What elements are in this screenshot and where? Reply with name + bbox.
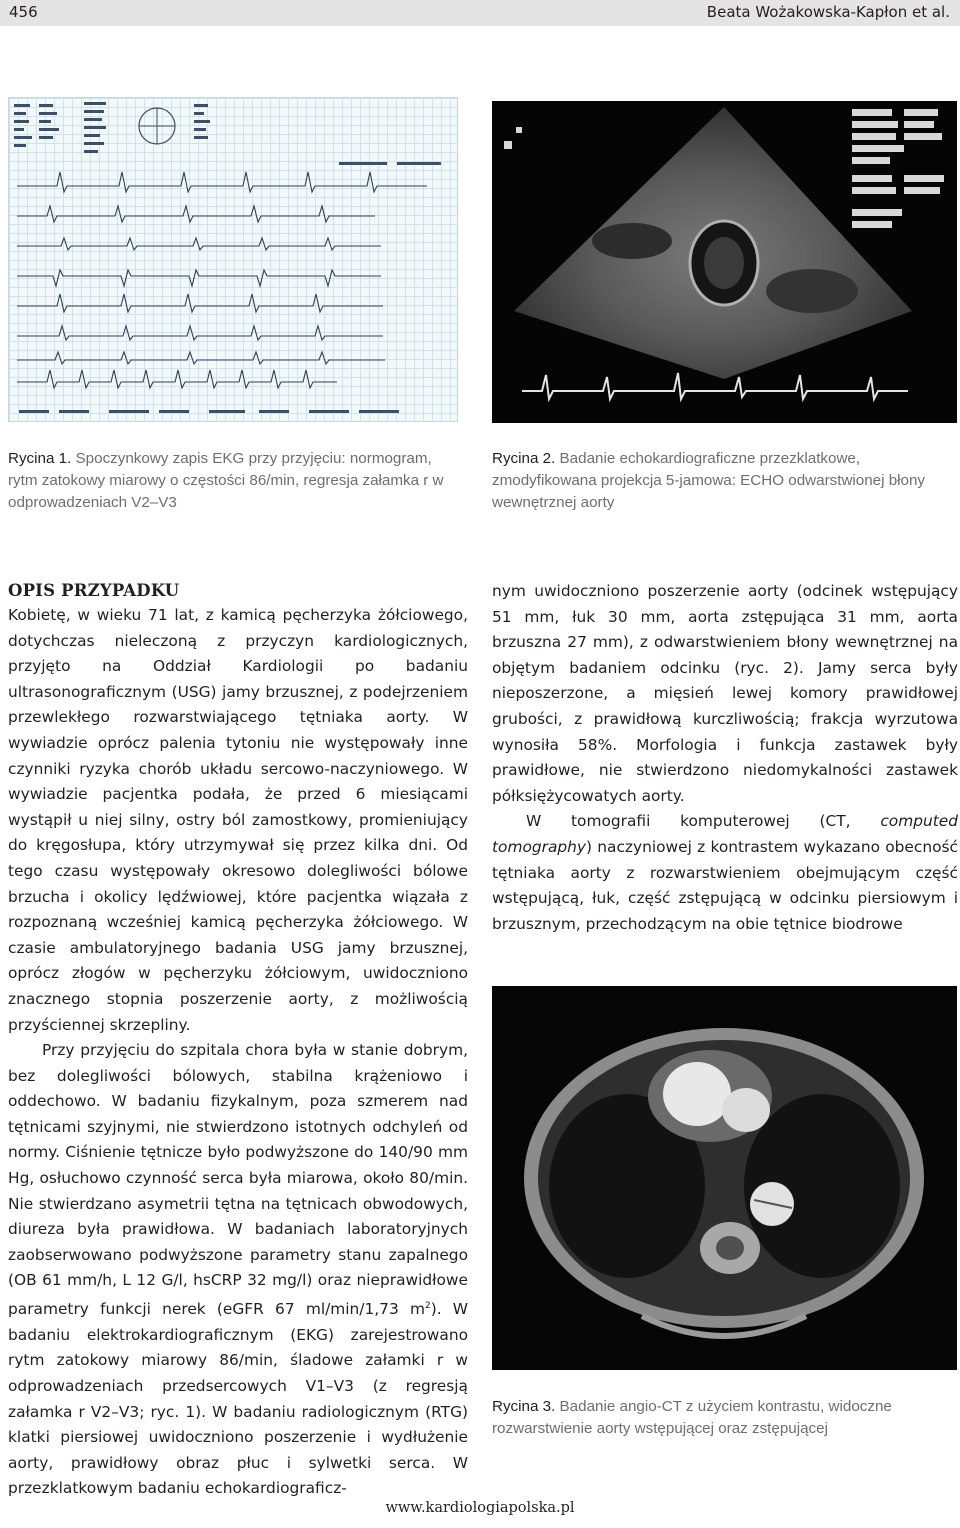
paragraph-text: W tomografii komputerowej (CT, bbox=[526, 812, 881, 831]
page-number: 456 bbox=[9, 3, 38, 21]
paragraph-text: ) naczyniowej z kontrastem wykazano obecność tętniaka aorty z rozwarstwieniem obejmującym część wstępującą, łuk, część zstępującą w odcinku piersiowym i brzusznym, przechodzącym na obie tętnice biodrowe bbox=[492, 837, 958, 933]
figure-2-label: Rycina 2. bbox=[492, 450, 556, 467]
italic-term: computed tomography bbox=[492, 812, 958, 856]
running-header bbox=[0, 0, 960, 26]
figure-1-label: Rycina 1. bbox=[8, 450, 72, 467]
footer-url: www.kardiologiapolska.pl bbox=[385, 1500, 575, 1516]
figure-3-label: Rycina 3. bbox=[492, 1398, 556, 1415]
paragraph: nym uwidoczniono poszerzenie aorty (odcinek wstępujący 51 mm, łuk 30 mm, aorta zstępująca 31 mm, aorta brzuszna 27 mm), z odwarstwieniem błony wewnętrznej na objętym badaniem odcinku (ryc. 2). Jamy serca były nieposzerzone, a mięsień lewej komory prawidłowej grubości, z prawidłową kurczliwością; frakcja wyrzutowa wynosiła 58%. Morfologia i funkcja zastawek były prawidłowe, nie stwierdzono niedomykalności zastawek półksiężycowatych aorty. bbox=[492, 582, 958, 805]
paragraph-text: ). W badaniu elektrokardiograficznym (EKG) zarejestrowano rytm zatokowy miarowy 86/min, śladowe załamki r w odprowadzeniach przedsercowych V1–V3 (z regresją załamka r V2–V3; ryc. 1). W badaniu radiologicznym (RTG) klatki piersiowej uwidoczniono poszerzenie i wydłużenie aorty, prawidłowy obraz płuc i sylwetki serca. W przezklatkowym badaniu echokardiograficz- bbox=[8, 1300, 468, 1498]
paragraph-text: Przy przyjęciu do szpitala chora była w stanie dobrym, bez dolegliwości bólowych, stabilna krążeniowo i oddechowo. W badaniu fizykalnym, poza szmerem nad tętnicami szyjnymi, nie stwierdzono istotnych odchyleń od normy. Ciśnienie tętnicze było podwyższone do 140/90 mm Hg, osłuchowo czynność serca była miarowa, około 80/min. Nie stwierdzano asymetrii tętna na tętnicach obwodowych, diureza była prawidłowa. W badaniach laboratoryjnych zaobserwowano podwyższone parametry stanu zapalnego (OB 61 mm/h, L 12 G/l, hsCRP 32 mg/l) oraz nieprawidłowe parametry funkcji nerek (eGFR 67 ml/min/1,73 m bbox=[8, 1041, 468, 1319]
echocardiography-figure-image bbox=[492, 101, 957, 423]
paragraph bbox=[8, 1038, 468, 1502]
ecg-figure-image bbox=[8, 97, 458, 422]
angio-ct-figure-image bbox=[492, 986, 957, 1370]
running-authors: Beata Wożakowska-Kapłon et al. bbox=[706, 3, 950, 21]
figure-1-caption bbox=[8, 448, 458, 514]
figure-2-caption-text: Badanie echokardiograficzne przezklatkowe, zmodyfikowana projekcja 5-jamowa: ECHO odwarstwionej błony wewnętrznej aorty bbox=[492, 450, 926, 511]
section-title: OPIS PRZYPADKU bbox=[8, 581, 180, 600]
left-text-column bbox=[8, 578, 468, 1502]
figure-2-caption bbox=[492, 448, 958, 514]
superscript: 2 bbox=[424, 1301, 431, 1312]
figure-3-caption-text: Badanie angio-CT z użyciem kontrastu, widoczne rozwarstwienie aorty wstępującej oraz zstępującej bbox=[492, 1398, 892, 1437]
figure-1-caption-text: Spoczynkowy zapis EKG przy przyjęciu: normogram, rytm zatokowy miarowy o częstości 86/min, regresja załamka r w odprowadzeniach V2–V3 bbox=[8, 450, 444, 511]
right-text-column bbox=[492, 579, 958, 937]
paragraph bbox=[492, 809, 958, 937]
paragraph: Kobietę, w wieku 71 lat, z kamicą pęcherzyka żółciowego, dotychczas nieleczoną z przyczyn kardiologicznych, przyjęto na Oddział Kardiologii po badaniu ultrasonograficznym (USG) jamy brzusznej, z podejrzeniem przewlekłego rozwarstwiającego tętniaka aorty. W wywiadzie oprócz palenia tytoniu nie występowały inne czynniki ryzyka chorób układu sercowo-naczyniowego. W wywiadzie pacjentka podała, że przed 6 miesiącami wystąpił u niej silny, ostry ból zamostkowy, promieniujący do kręgosłupa, który utrzymywał się przez kilka dni. Od tego czasu występowały okresowo dolegliwości bólowe brzucha i okolicy lędźwiowej, które pacjentka wiązała z rozpoznaną wcześniej kamicą pęcherzyka żółciowego. W czasie ambulatoryjnego badania USG jamy brzusznej, oprócz złogów w pęcherzyku żółciowym, uwidoczniono znacznego stopnia poszerzenie aorty, z możliwością przyściennej skrzepliny. bbox=[8, 606, 468, 1034]
figure-3-caption bbox=[492, 1396, 958, 1440]
